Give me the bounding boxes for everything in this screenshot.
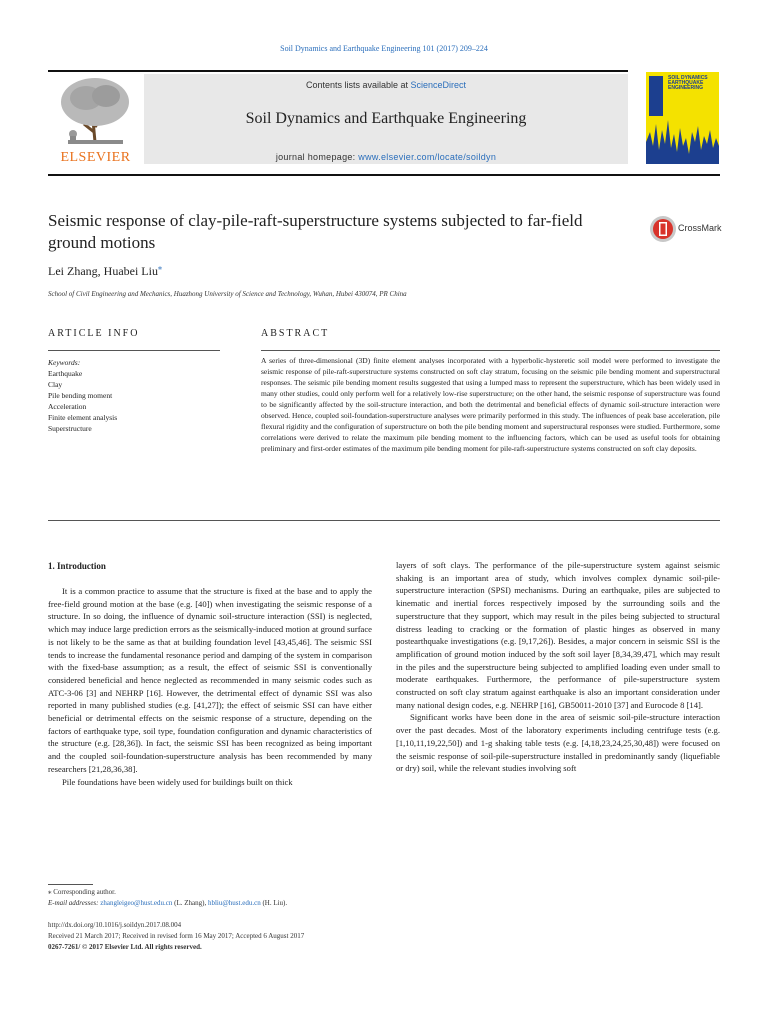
corresponding-author-mark[interactable]: ⁎	[157, 263, 162, 272]
intro-paragraph: Significant works have been done in the area of seismic soil-pile-structure interaction over the past decades. Most of the laboratory experiments including centrifuge tests (e.g. [1,10,11,19,22,50]) and 1-g shaking table tests (e.g. [4,18,23,24,25,30,48]) were focused on the seismic response of soil-pile-superstructure installed in predominantly sandy (liquefiable or dry) soil, while the relevant studies involving soft	[396, 712, 720, 774]
doi-link[interactable]: http://dx.doi.org/10.1016/j.soildyn.2017.08.004	[48, 921, 182, 929]
sciencedirect-link[interactable]: ScienceDirect	[410, 80, 467, 90]
crossmark-label[interactable]: CrossMark	[678, 223, 722, 233]
email-name-2: (H. Liu).	[260, 899, 288, 907]
homepage-line	[144, 152, 628, 162]
email-link-1[interactable]: zhangleigeo@hust.edu.cn	[100, 899, 173, 907]
affiliation: School of Civil Engineering and Mechanics, Huazhong University of Science and Technology, Wuhan, Hubei 430074, PR China	[48, 290, 407, 298]
crossmark-icon[interactable]	[648, 214, 678, 244]
keywords-block	[48, 357, 218, 434]
keyword-item: Earthquake	[48, 369, 83, 378]
cover-title: SOIL DYNAMICS EARTHQUAKE ENGINEERING	[668, 75, 708, 91]
keyword-item: Clay	[48, 380, 63, 389]
author-list	[48, 263, 162, 279]
contents-line	[144, 80, 628, 90]
keyword-item: Finite element analysis	[48, 413, 118, 422]
email-link-2[interactable]: hbliu@hust.edu.cn	[207, 899, 261, 907]
keywords-label: Keywords:	[48, 358, 81, 367]
email-label: E-mail addresses:	[48, 899, 101, 907]
email-footnote	[48, 899, 287, 907]
email-name-1: (L. Zhang),	[172, 899, 208, 907]
journal-reference[interactable]: Soil Dynamics and Earthquake Engineering 101 (2017) 209–224	[280, 44, 488, 53]
publisher-wordmark: ELSEVIER	[60, 150, 131, 165]
keyword-item: Superstructure	[48, 424, 92, 433]
corresponding-author-note: ⁎ Corresponding author.	[48, 888, 116, 896]
journal-cover-thumbnail[interactable]	[646, 72, 719, 164]
keyword-item: Acceleration	[48, 402, 87, 411]
abstract-text: A series of three-dimensional (3D) finite element analyses incorporated with a hyperbolic-hysteretic soil model were performed to investigate the seismic response of pile-raft-superstructure systems constructed on soft clay stratum, focusing on the seismic pile bending moment and superstructural responses. The seismic pile bending moment results suggested that using a lumped mass to represent the superstructure, which has been widely used in many other studies, could only perform well for a relatively low-rise superstructure; on the other hand, the seismic response of superstructure was found to be significantly affected by the soil-structure interaction, and both the detrimental and beneficial effects of dynamic soil-structure interaction were observed. Hence, coupled soil-foundation-superstructure analyses were primarily performed in this study. The influences of peak base acceleration, pile flexural rigidity and the configuration of superstructure on both the pile bending moment and superstructural responses were studied. Furthermore, some correlations were derived to relate the maximum pile bending moment to the influencing factors, which can be used as useful tools for obtaining preliminary and first-order estimates of the maximum pile bending moment for pile-raft-superstructure systems constructed on soft clay deposits.	[261, 356, 720, 453]
copyright-line: 0267-7261/ © 2017 Elsevier Ltd. All rights reserved.	[48, 943, 202, 951]
article-info-heading: ARTICLE INFO	[48, 328, 140, 339]
journal-title: Soil Dynamics and Earthquake Engineering	[245, 110, 527, 127]
received-dates: Received 21 March 2017; Received in revised form 16 May 2017; Accepted 6 August 2017	[48, 932, 305, 940]
abstract-heading: ABSTRACT	[261, 328, 330, 339]
abstract-bottom-rule	[48, 520, 720, 521]
header-bottom-rule	[48, 174, 720, 176]
footnote-rule	[48, 884, 93, 885]
article-title: Seismic response of clay-pile-raft-superstructure systems subjected to far-field ground motions	[48, 211, 583, 252]
abstract-top-rule	[261, 350, 720, 351]
introduction-heading: 1. Introduction	[48, 561, 106, 571]
intro-paragraph: Pile foundations have been widely used for buildings built on thick	[62, 776, 293, 787]
right-column	[396, 559, 720, 775]
authors-text: Lei Zhang, Huabei Liu	[48, 264, 158, 278]
left-column	[48, 585, 372, 788]
contents-prefix: Contents lists available at	[305, 80, 411, 90]
intro-paragraph: layers of soft clays. The performance of the pile-superstructure system against seismic shaking is an important area of study, which involves complex dynamic soil-pile-superstructure interaction (SPSI) mechanisms. During an earthquake, piles are subjected to kinematic and inertial forces respectively imposed by the surrounding soils and the superstructure that they support, which may result in the piles being subjected to structural distress leading to cracking or the formation of plastic hinges as observed in many postearthquake investigations (e.g. [9,17,26]). Besides, a major concern in seismic SSI is the amplification of ground motion induced by the soft soil layer [8,34,39,47], which may result in the piles and the superstructure being subjected to amplified loading even under small to moderate earthquakes. Furthermore, the performance of pile-superstructure system constructed on soft clay stratum against earthquake is also an important consideration under many national design codes, e.g. NEHRP [16], GB50011-2010 [37] and Eurocode 8 [14].	[396, 560, 720, 710]
keyword-item: Pile bending moment	[48, 391, 113, 400]
intro-paragraph: It is a common practice to assume that the structure is fixed at the base and to apply the free-field ground motion at the base (e.g. [40]) when investigating the seismic response of a structure. In so doing, the influence of dynamic soil-structure interaction (SSI) is neglected, which may induce large prediction errors as the seismically-induced motion at ground surface is not likely to be the same as that at building foundation level [43,45,46]. The seismic SSI tends to increase the fundamental resonance period and damping of the system in comparison with the fixed-base assumption; as a result, the effect of seismic SSI is conventionally considered beneficial and hence neglected as recommended in many seismic codes such as ATC-3-06 [3] and NEHRP [16]. However, the detrimental effect of dynamic SSI was also reported in many published studies (e.g. [41,27]); the effect of seismic SSI can have either beneficial or detrimental effects on the seismic response of a structure, depending on the factors of earthquake type, soil type, foundation configuration and dynamic characteristics of the structure (e.g. [28,36]). In fact, the seismic SSI has been recognized as being important and the coupled soil-foundation-superstructure analysis has been recommended by many researchers [21,28,36,38].	[48, 586, 372, 774]
homepage-link[interactable]: www.elsevier.com/locate/soildyn	[358, 152, 497, 162]
homepage-prefix: journal homepage:	[275, 152, 359, 162]
article-info-rule	[48, 350, 220, 351]
